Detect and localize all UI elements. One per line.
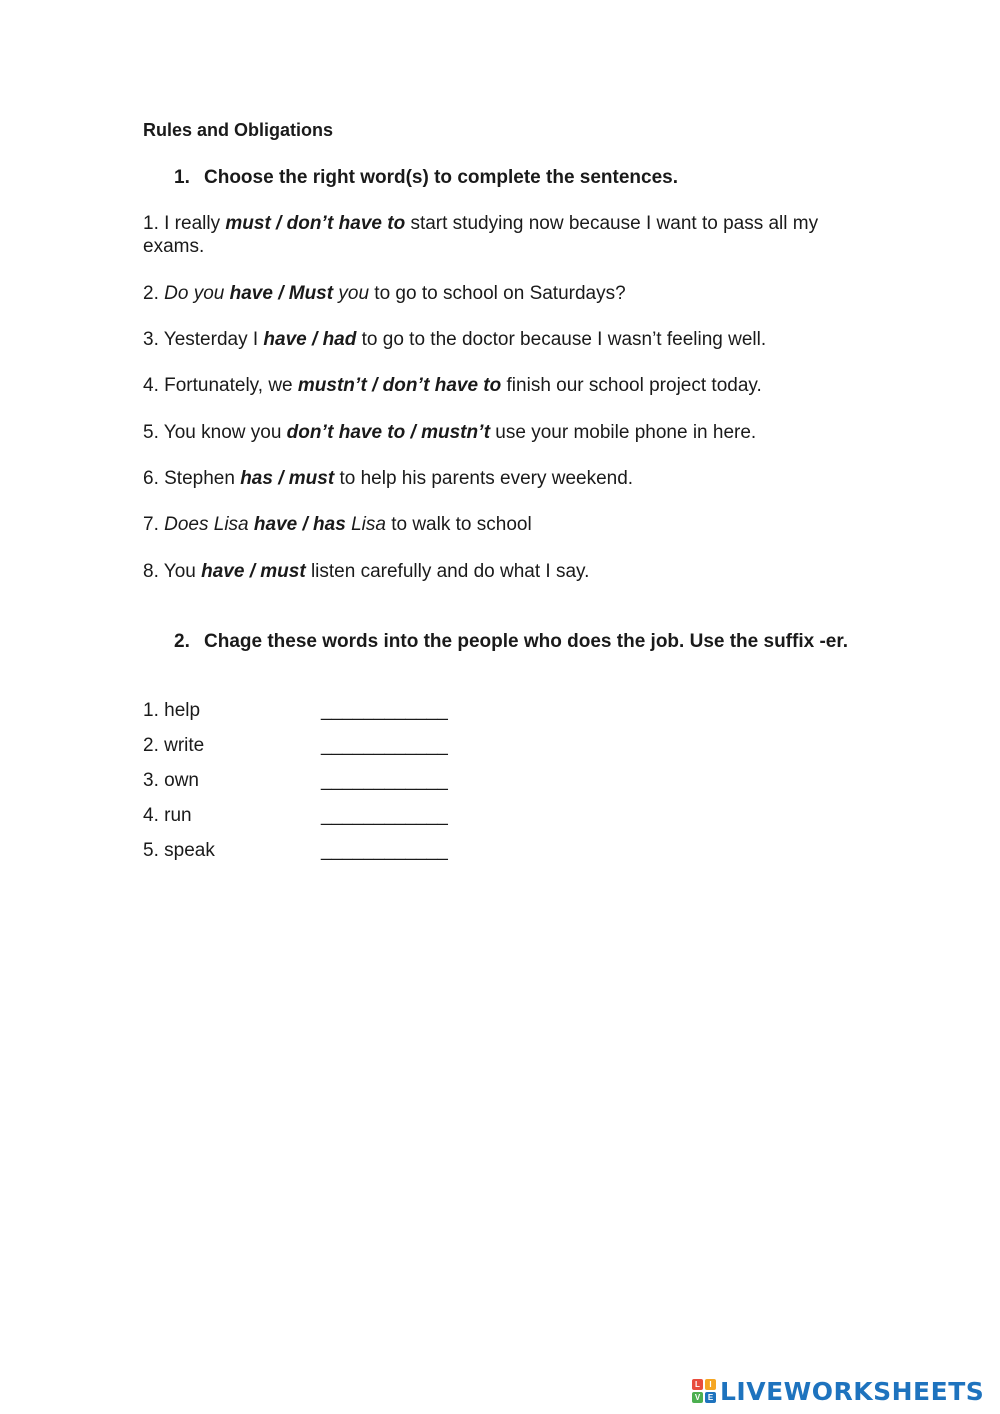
question-text: use your mobile phone in here. [490,422,757,443]
answer-blank[interactable]: ____________ [321,840,448,861]
word-label: 2. write [143,735,205,756]
question-text: 5. You know you [143,422,287,443]
section2-number: 2. [174,631,190,652]
answer-options[interactable]: have / has [253,514,346,535]
section2-instruction [174,630,864,653]
logo-mark-letter: E [705,1392,716,1403]
answer-blank[interactable]: ____________ [321,735,448,756]
liveworksheets-logo [692,1374,984,1408]
question-text: 3. Yesterday I [143,329,264,350]
logo-mark-letter: L [692,1379,703,1390]
question-3 [143,328,843,351]
question-2 [143,282,843,305]
word-label: 4. run [143,805,192,826]
section1-instruction-text: Choose the right word(s) to complete the sentences. [204,167,679,188]
word-label: 5. speak [143,840,215,861]
page-title: Rules and Obligations [143,120,334,140]
question-text: start studying now because I want to pass all my exams. [143,213,819,257]
section1-number: 1. [174,167,190,188]
section2-instruction-text: Chage these words into the people who does the job. Use the suffix -er. [204,631,848,652]
question-italic-text: you [333,283,370,304]
question-italic-text: Lisa [345,514,386,535]
question-text: 1. I really [143,213,226,234]
question-8 [143,560,843,583]
word-label: 1. help [143,700,201,721]
question-text: 8. You [143,561,202,582]
question-text: to go to school on Saturdays? [369,283,626,304]
question-text: to help his parents every weekend. [334,468,634,489]
answer-options[interactable]: have / must [201,561,306,582]
question-7 [143,513,843,536]
answer-options[interactable]: have / Must [229,283,334,304]
question-text: to walk to school [385,514,532,535]
logo-mark-icon [692,1379,716,1403]
answer-blank[interactable]: ____________ [321,805,448,826]
question-number: 2. [143,283,165,304]
answer-blank[interactable]: ____________ [321,700,448,721]
question-italic-text: Does Lisa [164,514,249,535]
answer-options[interactable]: have / had [263,329,357,350]
answer-options[interactable]: don’t have to / mustn’t [286,422,491,443]
section1-instruction [174,166,864,189]
question-text: 6. Stephen [143,468,241,489]
question-5 [143,421,843,444]
word-label: 3. own [143,770,199,791]
answer-blank[interactable]: ____________ [321,770,448,791]
question-1 [143,212,843,258]
question-text: to go to the doctor because I wasn’t feeling well. [356,329,767,350]
question-6 [143,467,843,490]
answer-options[interactable]: mustn’t / don’t have to [297,375,502,396]
logo-text: LIVEWORKSHEETS [720,1376,985,1406]
logo-mark-letter: I [705,1379,716,1390]
question-4 [143,374,843,397]
question-text: listen carefully and do what I say. [305,561,590,582]
question-text: finish our school project today. [501,375,762,396]
answer-options[interactable]: must / don’t have to [225,213,406,234]
question-number: 7. [143,514,165,535]
answer-options[interactable]: has / must [240,468,335,489]
question-italic-text: Do you [164,283,225,304]
question-text: 4. Fortunately, we [143,375,298,396]
logo-mark-letter: V [692,1392,703,1403]
